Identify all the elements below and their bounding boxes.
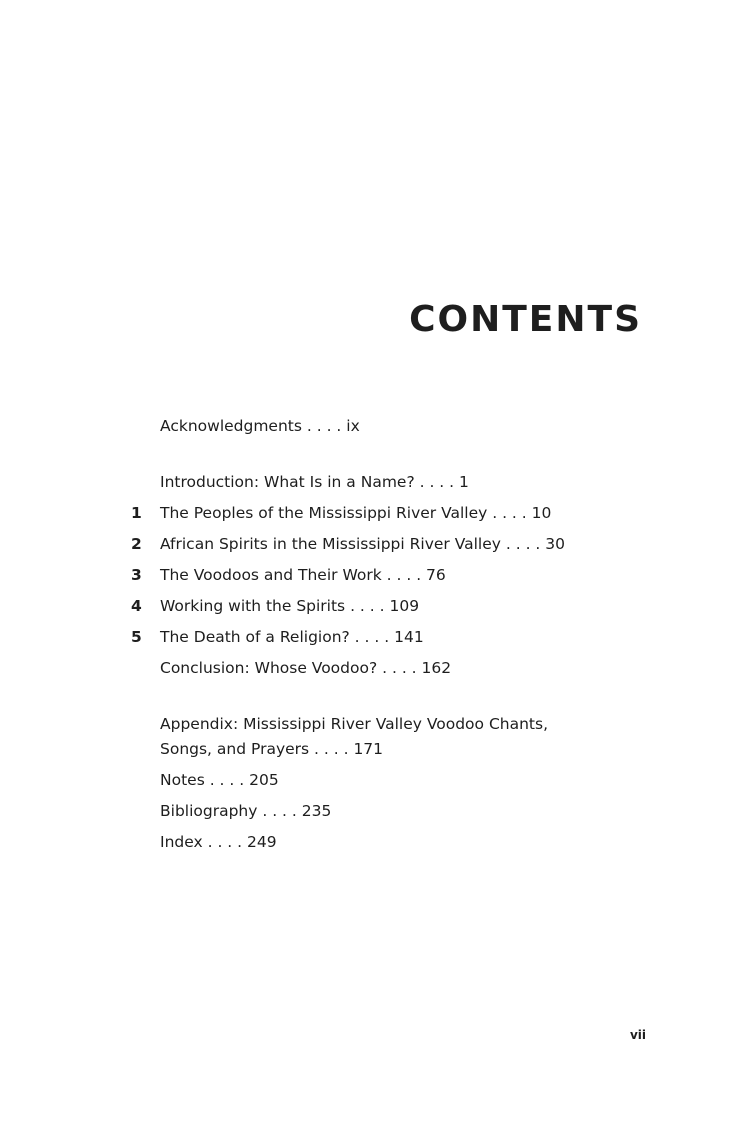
toc-entry-bibliography: Bibliography . . . . 235 [160,802,332,820]
toc-entry-notes: Notes . . . . 205 [160,771,279,789]
toc-entry-appendix-continued: Songs, and Prayers . . . . 171 [160,740,384,758]
toc-entry-chapter-3: The Voodoos and Their Work . . . . 76 [160,566,446,584]
page-number: vii [629,1028,646,1042]
toc-entry-chapter-2: African Spirits in the Mississippi River Valley . . . . 30 [160,535,565,553]
toc-entry-conclusion: Conclusion: Whose Voodoo? . . . . 162 [160,659,452,677]
toc-entry-appendix: Appendix: Mississippi River Valley Voodoo Chants, [160,715,548,733]
toc-entry-chapter-4: Working with the Spirits . . . . 109 [160,597,420,615]
toc-entry-index: Index . . . . 249 [160,833,277,851]
toc-entry-acknowledgments: Acknowledgments . . . . ix [160,417,360,435]
chapter-number: 5 [131,628,142,646]
chapter-number: 2 [131,535,142,553]
toc-entry-chapter-1: The Peoples of the Mississippi River Valley . . . . 10 [160,504,552,522]
toc-entry-introduction: Introduction: What Is in a Name? . . . . 1 [160,473,469,491]
page-title: CONTENTS [409,299,642,340]
toc-entry-chapter-5: The Death of a Religion? . . . . 141 [160,628,424,646]
chapter-number: 1 [131,504,142,522]
chapter-number: 4 [131,597,142,615]
chapter-number: 3 [131,566,142,584]
